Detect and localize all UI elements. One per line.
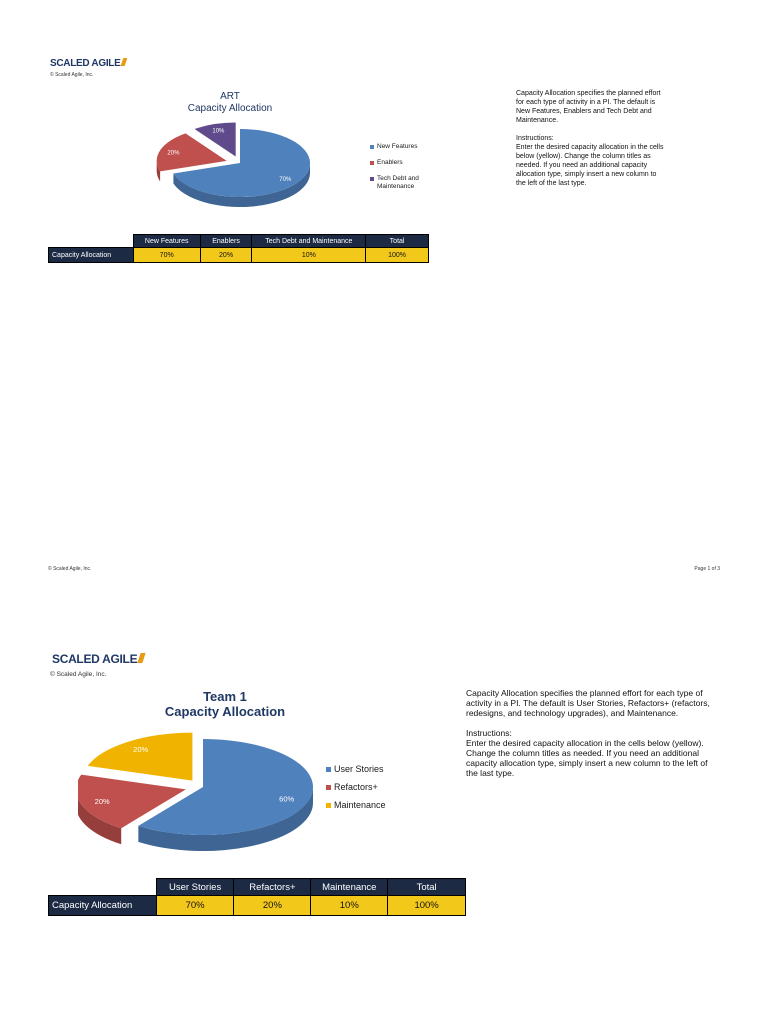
column-header[interactable]: Total [388, 879, 466, 896]
legend-label: Enablers [377, 159, 403, 166]
allocation-table [48, 234, 429, 263]
chart-title-line-1: ART [220, 91, 240, 102]
legend-item [370, 175, 427, 192]
pie-data-label: 20% [167, 150, 180, 157]
table-row [49, 896, 466, 916]
chart-title [145, 690, 305, 720]
allocation-cell[interactable]: 70% [156, 896, 234, 916]
legend-swatch [370, 161, 374, 165]
legend-label: Maintenance [334, 800, 386, 810]
allocation-cell[interactable]: 10% [252, 248, 366, 263]
instructions-heading: Instructions: [466, 728, 512, 738]
description-text: Capacity Allocation specifies the planned effort for each type of activity in a PI. The default is New Features, Enablers and Tech Debt and Maintenance. [516, 90, 661, 124]
legend-item [326, 782, 386, 792]
legend-swatch [326, 785, 331, 790]
chart-title-line-1: Team 1 [203, 689, 247, 704]
legend-item [370, 143, 427, 150]
column-header[interactable]: Tech Debt and Maintenance [252, 235, 366, 248]
logo-text: SCALED AGILE [52, 652, 138, 666]
instructions-heading: Instructions: [516, 135, 554, 142]
pie-chart-art [140, 115, 340, 230]
allocation-cell[interactable]: 70% [133, 248, 200, 263]
allocation-cell[interactable]: 10% [311, 896, 388, 916]
description-text: Capacity Allocation specifies the planned effort for each type of activity in a PI. The default is User Stories, Refactors+ (refactors, redesigns, and technology upgrades), and Maintenance. [466, 688, 710, 718]
legend-art [370, 143, 427, 192]
column-header[interactable]: Refactors+ [234, 879, 311, 896]
allocation-cell[interactable]: 20% [234, 896, 311, 916]
logo-mark-icon [138, 653, 146, 663]
chart-subtitle: Capacity Allocation [164, 703, 286, 719]
page-number: Page 1 of 3 [694, 566, 720, 572]
logo-text: SCALED AGILE [50, 58, 121, 69]
column-header[interactable]: Maintenance [311, 879, 388, 896]
legend-item [326, 764, 386, 774]
footer-copyright: © Scaled Agile, Inc. [48, 566, 92, 572]
table-header-row [49, 879, 466, 896]
logo-mark-icon [121, 58, 128, 66]
chart-title [150, 91, 310, 114]
row-label: Capacity Allocation [49, 896, 157, 916]
table-corner [49, 879, 157, 896]
copyright-text: © Scaled Agile, Inc. [50, 671, 107, 678]
chart-subtitle: Capacity Allocation [187, 102, 273, 114]
instructions-text: Enter the desired capacity allocation in the cells below (yellow). Change the column titles as needed. If you need an additional capacity allocation type, simply insert a new column to the left of the last type. [516, 144, 664, 187]
column-header[interactable]: Enablers [200, 235, 252, 248]
description-block [466, 688, 716, 778]
legend-item [326, 800, 386, 810]
column-header[interactable]: New Features [133, 235, 200, 248]
pie-chart-team-1 [78, 725, 323, 880]
row-label: Capacity Allocation [49, 248, 134, 263]
table-header-row [49, 235, 429, 248]
pie-data-label: 20% [133, 745, 149, 755]
copyright-text: © Scaled Agile, Inc. [50, 72, 94, 78]
allocation-cell[interactable]: 20% [200, 248, 252, 263]
scaled-agile-logo [52, 652, 144, 666]
legend-label: User Stories [334, 764, 384, 774]
column-header[interactable]: User Stories [156, 879, 234, 896]
legend-team-1 [326, 764, 386, 810]
legend-label: New Features [377, 143, 418, 150]
pie-data-label: 20% [94, 796, 110, 806]
allocation-table [48, 878, 466, 916]
legend-label: Tech Debt and Maintenance [377, 175, 419, 191]
pie-data-label: 60% [279, 794, 295, 804]
table-row [49, 248, 429, 263]
pie-data-label: 70% [279, 176, 292, 183]
description-block [516, 89, 666, 188]
legend-swatch [370, 145, 374, 149]
legend-label: Refactors+ [334, 782, 378, 792]
legend-item [370, 159, 427, 166]
scaled-agile-logo [50, 58, 126, 69]
column-header[interactable]: Total [366, 235, 429, 248]
legend-swatch [326, 803, 331, 808]
pie-slice [88, 733, 193, 781]
table-corner [49, 235, 134, 248]
pie-data-label: 10% [212, 128, 225, 135]
total-cell[interactable]: 100% [388, 896, 466, 916]
legend-swatch [370, 177, 374, 181]
instructions-text: Enter the desired capacity allocation in the cells below (yellow). Change the column titles as needed. If you need an additional capacity allocation type, simply insert a new column to the left of the last type. [466, 738, 708, 778]
legend-swatch [326, 767, 331, 772]
total-cell[interactable]: 100% [366, 248, 429, 263]
